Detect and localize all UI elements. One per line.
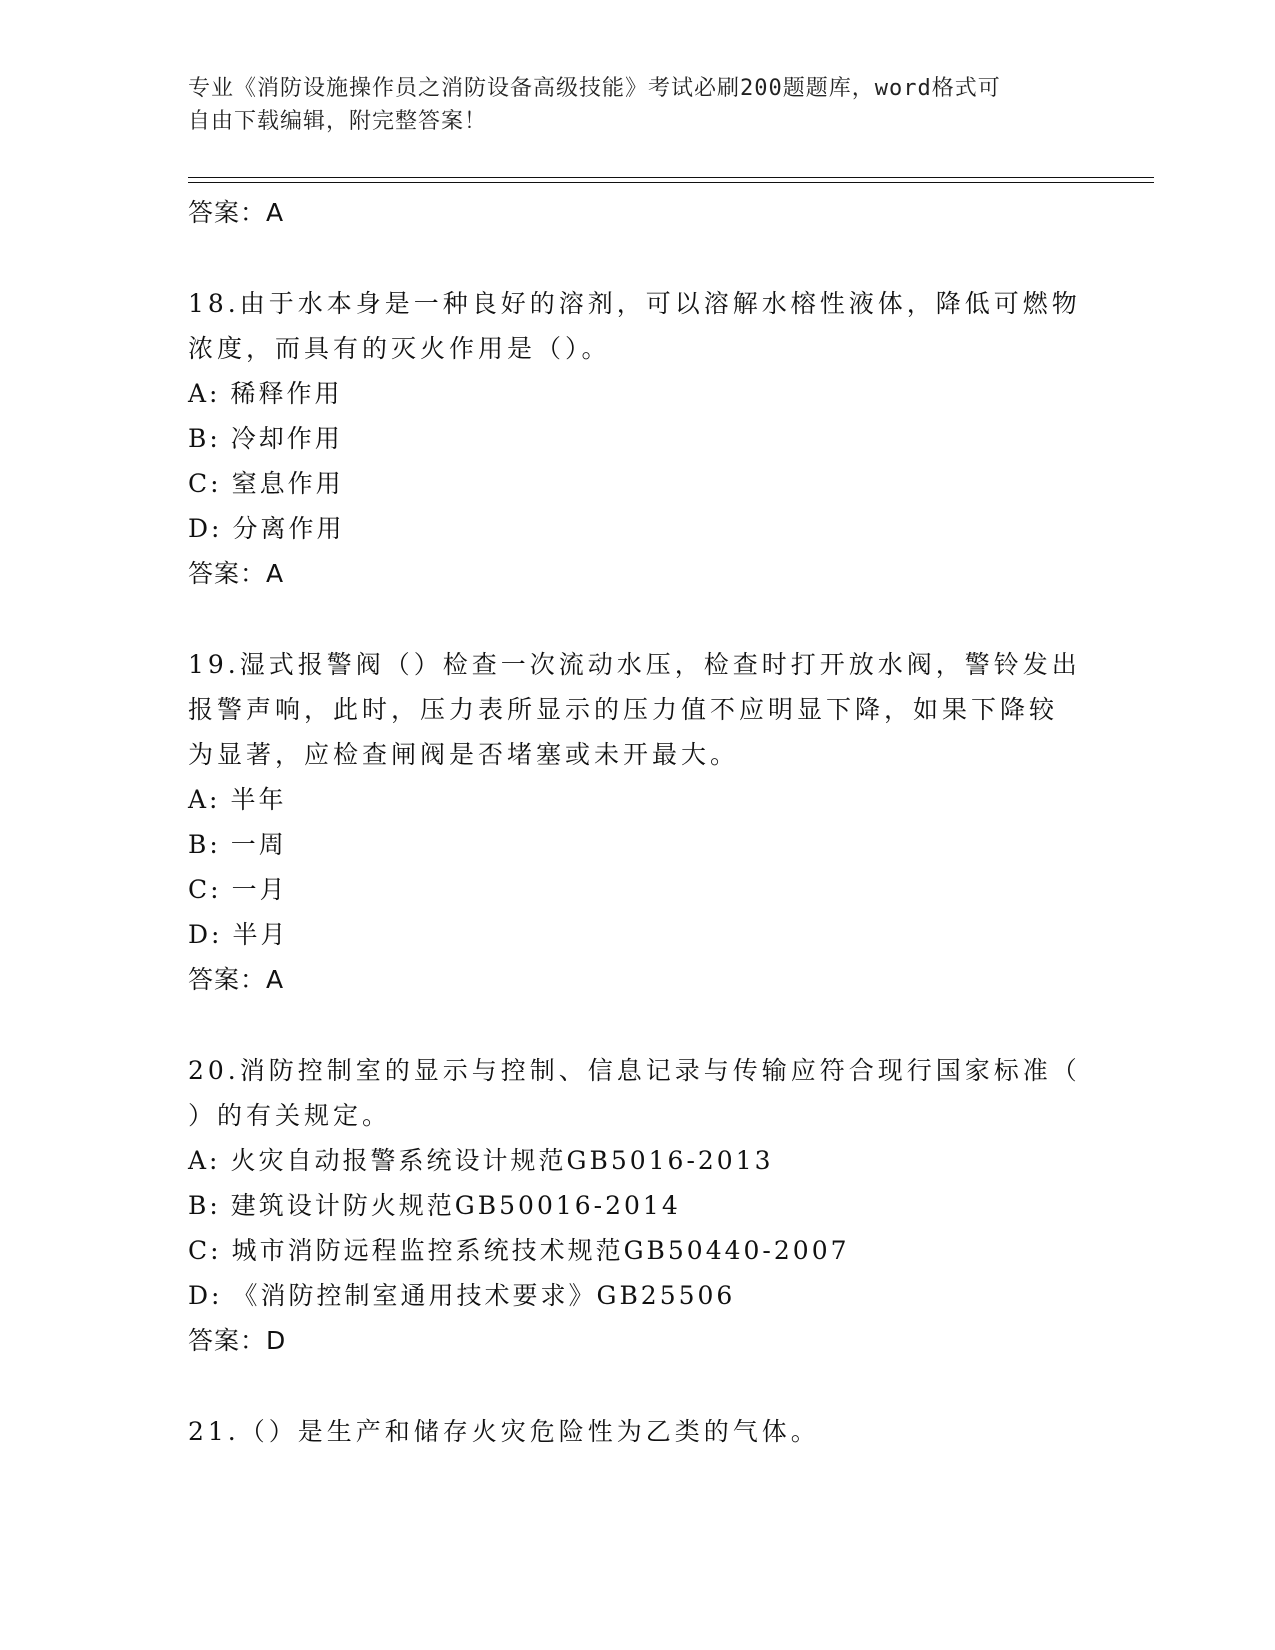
option-letter: B: (188, 424, 221, 453)
option-text: 半年 (230, 785, 287, 814)
option-c (188, 867, 1088, 912)
question-19 (188, 642, 1088, 1002)
question-stem-line: 为显著，应检查闸阀是否堵塞或未开最大。 (188, 740, 740, 769)
option-text: 冷却作用 (230, 424, 343, 453)
option-text: 火灾自动报警系统设计规范GB5016-2013 (230, 1146, 774, 1175)
header-divider-top (188, 177, 1154, 178)
option-letter: D: (188, 514, 223, 543)
option-letter: A: (188, 1146, 221, 1175)
question-stem-line: 20.消防控制室的显示与控制、信息记录与传输应符合现行国家标准（ (188, 1056, 1081, 1085)
answer-line: 答案：A (188, 198, 285, 227)
option-text: 窒息作用 (231, 469, 344, 498)
question-stem-line: 报警声响，此时，压力表所显示的压力值不应明显下降，如果下降较 (188, 695, 1059, 724)
question-stem-line: 18.由于水本身是一种良好的溶剂，可以溶解水榕性液体，降低可燃物 (188, 289, 1081, 318)
option-b (188, 1183, 1088, 1228)
option-text: 稀释作用 (230, 379, 343, 408)
question-stem-line: 浓度，而具有的灭火作用是（）。 (188, 334, 611, 363)
question-stem-line: 19.湿式报警阀（）检查一次流动水压，检查时打开放水阀，警铃发出 (188, 650, 1081, 679)
option-text: 城市消防远程监控系统技术规范GB50440-2007 (231, 1236, 850, 1265)
option-text: 一月 (231, 875, 288, 904)
option-letter: C: (188, 875, 222, 904)
question-stem-line: 21.（）是生产和储存火灾危险性为乙类的气体。 (188, 1417, 820, 1446)
option-text: 建筑设计防火规范GB50016-2014 (230, 1191, 681, 1220)
option-c (188, 461, 1088, 506)
option-b (188, 416, 1088, 461)
answer-line: 答案：A (188, 559, 285, 588)
question-20 (188, 1048, 1088, 1363)
header-divider-bottom (188, 182, 1154, 183)
option-letter: C: (188, 1236, 222, 1265)
header-line-2: 自由下载编辑，附完整答案！ (188, 109, 488, 134)
question-18 (188, 281, 1088, 596)
spacer (188, 1363, 1088, 1409)
option-text: 《消防控制室通用技术要求》GB25506 (232, 1281, 736, 1310)
option-letter: C: (188, 469, 222, 498)
option-text: 半月 (232, 920, 289, 949)
question-21 (188, 1409, 1088, 1454)
option-letter: A: (188, 785, 221, 814)
option-letter: A: (188, 379, 221, 408)
header-line-1: 专业《消防设施操作员之消防设备高级技能》考试必刷200题题库，word格式可 (188, 76, 1001, 101)
option-b (188, 822, 1088, 867)
answer-line: 答案：A (188, 965, 285, 994)
option-text: 分离作用 (232, 514, 345, 543)
option-c (188, 1228, 1088, 1273)
option-d (188, 912, 1088, 957)
option-a (188, 1138, 1088, 1183)
option-text: 一周 (230, 830, 287, 859)
option-a (188, 371, 1088, 416)
option-a (188, 777, 1088, 822)
option-d (188, 1273, 1088, 1318)
option-letter: B: (188, 1191, 221, 1220)
spacer (188, 235, 1088, 281)
option-letter: D: (188, 1281, 223, 1310)
question-stem-line: ）的有关规定。 (188, 1101, 392, 1130)
option-letter: B: (188, 830, 221, 859)
option-d (188, 506, 1088, 551)
question-list (188, 190, 1088, 1454)
spacer (188, 1002, 1088, 1048)
option-letter: D: (188, 920, 223, 949)
spacer (188, 596, 1088, 642)
answer-line: 答案：D (188, 1326, 287, 1355)
document-header (188, 72, 1068, 138)
